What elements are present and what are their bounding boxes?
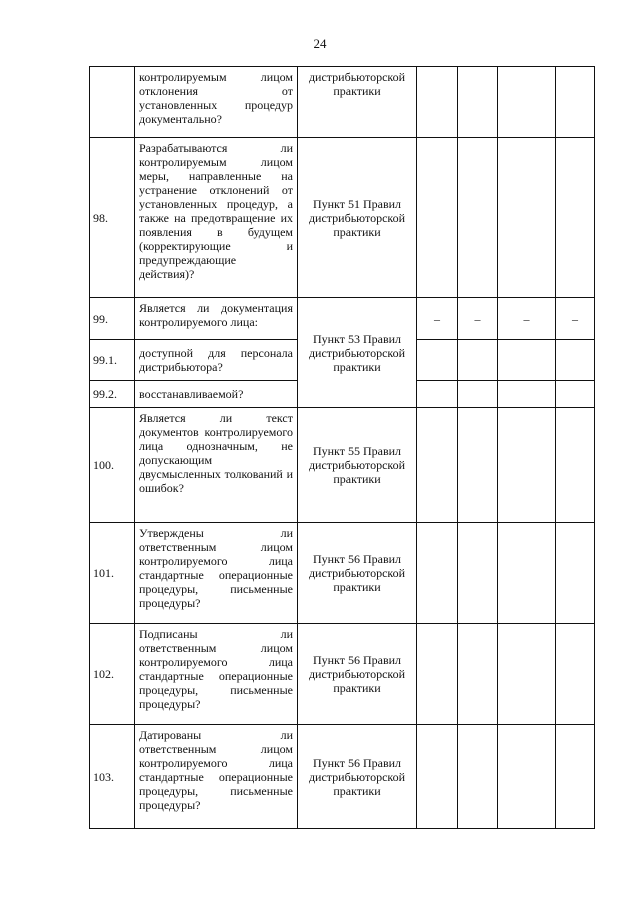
answer-na-cell[interactable] [498, 523, 556, 624]
question-cell: Датированы ли ответственным лицом контролируемого лица стандартные операционные процедуры, письменные процедуры? [135, 725, 298, 829]
note-cell[interactable] [556, 340, 595, 381]
row-number: 99.1. [90, 340, 135, 381]
note-cell[interactable] [556, 408, 595, 523]
row-number [90, 67, 135, 138]
answer-yes-cell[interactable] [417, 67, 458, 138]
answer-no-cell[interactable] [458, 381, 498, 408]
answer-na-cell[interactable] [498, 408, 556, 523]
row-number: 99.2. [90, 381, 135, 408]
note-cell[interactable] [556, 523, 595, 624]
reference-cell: Пункт 56 Правил дистрибьюторской практики [298, 725, 417, 829]
answer-na-cell[interactable] [498, 138, 556, 298]
table-row [90, 725, 595, 829]
checklist-table [89, 66, 595, 829]
question-cell: Является ли текст документов контролируемого лица однозначным, не допускающим двусмысленных толкований и ошибок? [135, 408, 298, 523]
dash-cell: – [458, 298, 498, 340]
answer-na-cell[interactable] [498, 340, 556, 381]
page-number: 24 [313, 36, 327, 51]
answer-no-cell[interactable] [458, 725, 498, 829]
dash-cell: – [498, 298, 556, 340]
question-cell: Разрабатываются ли контролируемым лицом меры, направленные на устранение отклонений от установленных процедур, а также на предотвращение их появления в будущем (корректирующие и предупреждающие действия)? [135, 138, 298, 298]
answer-yes-cell[interactable] [417, 725, 458, 829]
answer-yes-cell[interactable] [417, 523, 458, 624]
reference-cell: Пункт 51 Правил дистрибьюторской практики [298, 138, 417, 298]
reference-cell: Пункт 56 Правил дистрибьюторской практики [298, 624, 417, 725]
question-cell: Подписаны ли ответственным лицом контролируемого лица стандартные операционные процедуры, письменные процедуры? [135, 624, 298, 725]
row-number: 103. [90, 725, 135, 829]
table-row [90, 138, 595, 298]
question-cell: восстанавливаемой? [135, 381, 298, 408]
table-row [90, 624, 595, 725]
row-number: 99. [90, 298, 135, 340]
table-row [90, 298, 595, 340]
reference-cell: Пункт 55 Правил дистрибьюторской практики [298, 408, 417, 523]
note-cell[interactable] [556, 138, 595, 298]
table-row [90, 67, 595, 138]
row-number: 100. [90, 408, 135, 523]
answer-no-cell[interactable] [458, 624, 498, 725]
note-cell[interactable] [556, 381, 595, 408]
answer-no-cell[interactable] [458, 340, 498, 381]
row-number: 98. [90, 138, 135, 298]
answer-na-cell[interactable] [498, 381, 556, 408]
answer-no-cell[interactable] [458, 523, 498, 624]
answer-yes-cell[interactable] [417, 138, 458, 298]
question-cell: Является ли документация контролируемого лица: [135, 298, 298, 340]
answer-no-cell[interactable] [458, 408, 498, 523]
dash-cell: – [556, 298, 595, 340]
answer-no-cell[interactable] [458, 67, 498, 138]
answer-yes-cell[interactable] [417, 624, 458, 725]
note-cell[interactable] [556, 725, 595, 829]
reference-cell: дистрибьюторской практики [298, 67, 417, 138]
note-cell[interactable] [556, 67, 595, 138]
table-row [90, 408, 595, 523]
question-cell: контролируемым лицом отклонения от установленных процедур документально? [135, 67, 298, 138]
answer-na-cell[interactable] [498, 67, 556, 138]
table-row [90, 523, 595, 624]
answer-yes-cell[interactable] [417, 340, 458, 381]
answer-na-cell[interactable] [498, 725, 556, 829]
dash-cell: – [417, 298, 458, 340]
note-cell[interactable] [556, 624, 595, 725]
reference-cell: Пункт 53 Правил дистрибьюторской практики [298, 298, 417, 408]
question-cell: доступной для персонала дистрибьютора? [135, 340, 298, 381]
reference-cell: Пункт 56 Правил дистрибьюторской практики [298, 523, 417, 624]
question-cell: Утверждены ли ответственным лицом контролируемого лица стандартные операционные процедуры, письменные процедуры? [135, 523, 298, 624]
answer-no-cell[interactable] [458, 138, 498, 298]
row-number: 102. [90, 624, 135, 725]
answer-yes-cell[interactable] [417, 381, 458, 408]
answer-na-cell[interactable] [498, 624, 556, 725]
answer-yes-cell[interactable] [417, 408, 458, 523]
row-number: 101. [90, 523, 135, 624]
